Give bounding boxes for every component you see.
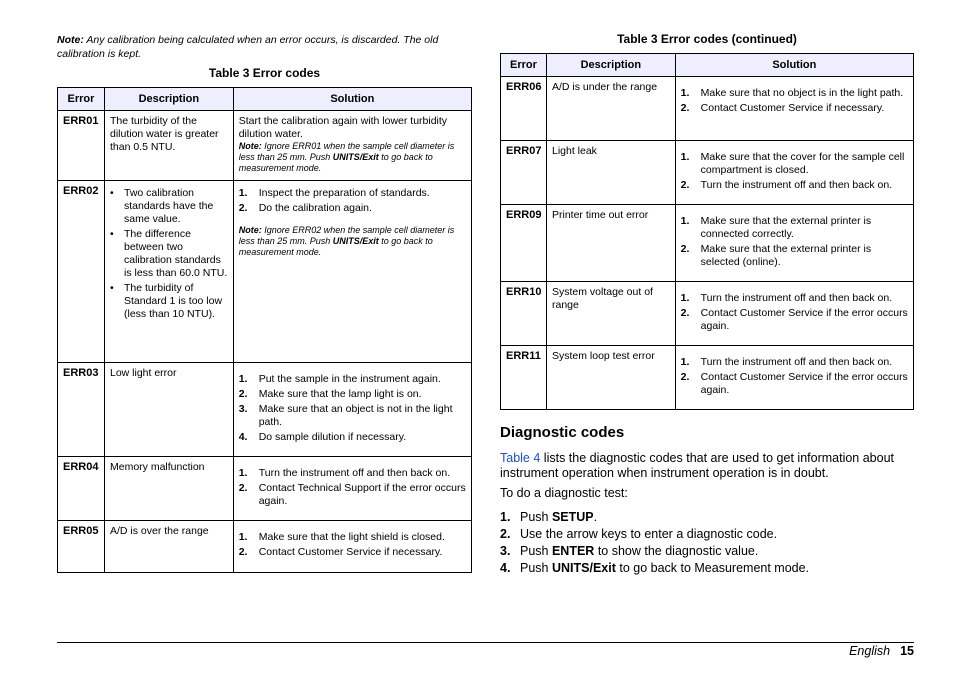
- list-item: 1. Inspect the preparation of standards.: [238, 187, 430, 199]
- table-row: [501, 205, 914, 282]
- list-item: 2. Contact Customer Service if the error occurs again.: [680, 307, 908, 332]
- error-solution: [233, 457, 471, 521]
- header-description: Description: [546, 54, 675, 77]
- section-lead: To do a diagnostic test:: [500, 486, 628, 500]
- table-row: [58, 181, 472, 363]
- header-error: Error: [501, 54, 547, 77]
- error-solution: [233, 521, 471, 573]
- error-description: System loop test error: [546, 346, 675, 410]
- table-4-link[interactable]: Table 4: [500, 451, 541, 465]
- list-item: 2. Make sure that the lamp light is on.: [238, 388, 422, 400]
- table-row: [501, 77, 914, 141]
- error-code: ERR07: [501, 141, 547, 205]
- solution-steps: [681, 292, 909, 333]
- list-item: 1. Turn the instrument off and then back on.: [680, 292, 893, 304]
- table-header-row: [501, 54, 914, 77]
- table-row: [501, 141, 914, 205]
- error-description: A/D is under the range: [546, 77, 675, 141]
- list-item: 1. Push SETUP.: [500, 510, 598, 524]
- list-item: 2. Contact Technical Support if the error occurs again.: [238, 482, 466, 507]
- header-description: Description: [104, 88, 233, 111]
- section-title: Diagnostic codes: [500, 424, 625, 441]
- list-item: 2. Contact Customer Service if the error occurs again.: [680, 371, 908, 396]
- list-item: 1. Make sure that the external printer is connected correctly.: [680, 215, 872, 240]
- error-solution: [675, 141, 913, 205]
- list-item: 4. Do sample dilution if necessary.: [238, 431, 407, 443]
- list-item: 3. Push ENTER to show the diagnostic value.: [500, 544, 759, 558]
- error-code: ERR01: [58, 111, 105, 181]
- error-code: ERR05: [58, 521, 105, 573]
- error-codes-table: [57, 87, 472, 573]
- solution-text: Start the calibration again with lower turbidity dilution water.: [238, 115, 448, 140]
- table-row: [501, 346, 914, 410]
- error-solution: [233, 363, 471, 457]
- footer-language: English: [849, 644, 891, 658]
- error-code: ERR09: [501, 205, 547, 282]
- solution-steps: [681, 356, 909, 397]
- list-item: 4. Push UNITS/Exit to go back to Measurement mode.: [500, 561, 810, 575]
- page-footer: [849, 644, 914, 658]
- list-item: 2. Do the calibration again.: [238, 202, 372, 214]
- list-item: 1. Turn the instrument off and then back on.: [238, 467, 451, 479]
- error-description: A/D is over the range: [104, 521, 233, 573]
- error-code: ERR03: [58, 363, 105, 457]
- solution-steps: [681, 151, 909, 192]
- list-item: • Two calibration standards have the same value.: [124, 187, 229, 226]
- table-row: [501, 282, 914, 346]
- error-description: Light leak: [546, 141, 675, 205]
- error-code: ERR04: [58, 457, 105, 521]
- error-solution: [675, 205, 913, 282]
- error-solution: [233, 181, 471, 363]
- error-code: ERR06: [501, 77, 547, 141]
- table-row: [58, 111, 472, 181]
- table-row: [58, 363, 472, 457]
- error-solution: [675, 346, 913, 410]
- error-description: Memory malfunction: [104, 457, 233, 521]
- error-codes-continued-table: [500, 53, 914, 410]
- table-header-row: [58, 88, 472, 111]
- table-caption-left: Table 3 Error codes: [208, 66, 321, 80]
- solution-steps: [681, 215, 909, 269]
- error-description: [104, 181, 233, 363]
- error-code: ERR02: [58, 181, 105, 363]
- list-item: 1. Put the sample in the instrument again.: [238, 373, 441, 385]
- error-description: System voltage out of range: [546, 282, 675, 346]
- error-description: Low light error: [104, 363, 233, 457]
- solution-steps: [239, 467, 467, 508]
- calibration-note: Note: Any calibration being calculated when an error occurs, is discarded. The old calibration is kept.: [57, 34, 439, 60]
- error-code: ERR11: [501, 346, 547, 410]
- description-list: [110, 187, 229, 321]
- list-item: 1. Make sure that the light shield is closed.: [238, 531, 445, 543]
- header-solution: Solution: [675, 54, 913, 77]
- page-number: 15: [900, 644, 914, 658]
- list-item: 2. Contact Customer Service if necessary.: [680, 102, 885, 114]
- section-intro: Table 4 lists the diagnostic codes that are used to get information about instrument operation when instrument operation is in doubt.: [500, 451, 894, 480]
- footer-rule: [57, 642, 914, 643]
- error-description: The turbidity of the dilution water is greater than 0.5 NTU.: [104, 111, 233, 181]
- solution-steps: [681, 87, 909, 115]
- header-solution: Solution: [233, 88, 471, 111]
- solution-note: Note: Ignore ERR02 when the sample cell diameter is less than 25 mm. Push UNITS/Exit to go back to measurement mode.: [238, 225, 455, 257]
- list-item: • The turbidity of Standard 1 is too low (less than 10 NTU).: [124, 282, 229, 321]
- table-row: [58, 457, 472, 521]
- error-solution: [675, 282, 913, 346]
- list-item: 1. Make sure that no object is in the light path.: [680, 87, 904, 99]
- header-error: Error: [58, 88, 105, 111]
- list-item: • The difference between two calibration standards is less than 60.0 NTU.: [124, 228, 229, 280]
- list-item: 2. Turn the instrument off and then back on.: [680, 179, 893, 191]
- table-caption-right: Table 3 Error codes (continued): [617, 32, 797, 46]
- solution-note: Note: Ignore ERR01 when the sample cell diameter is less than 25 mm. Push UNITS/Exit to go back to measurement mode.: [238, 141, 455, 173]
- list-item: 2. Make sure that the external printer is selected (online).: [680, 243, 872, 268]
- error-description: Printer time out error: [546, 205, 675, 282]
- solution-steps: [239, 187, 467, 215]
- diagnostic-steps: [500, 510, 809, 578]
- list-item: 1. Turn the instrument off and then back on.: [680, 356, 893, 368]
- solution-steps: [239, 373, 467, 444]
- list-item: 3. Make sure that an object is not in the light path.: [238, 403, 453, 428]
- error-solution: [675, 77, 913, 141]
- table-row: [58, 521, 472, 573]
- error-code: ERR10: [501, 282, 547, 346]
- list-item: 1. Make sure that the cover for the sample cell compartment is closed.: [680, 151, 905, 176]
- error-solution: [233, 111, 471, 181]
- list-item: 2. Use the arrow keys to enter a diagnostic code.: [500, 527, 778, 541]
- list-item: 2. Contact Customer Service if necessary.: [238, 546, 443, 558]
- solution-steps: [239, 531, 467, 559]
